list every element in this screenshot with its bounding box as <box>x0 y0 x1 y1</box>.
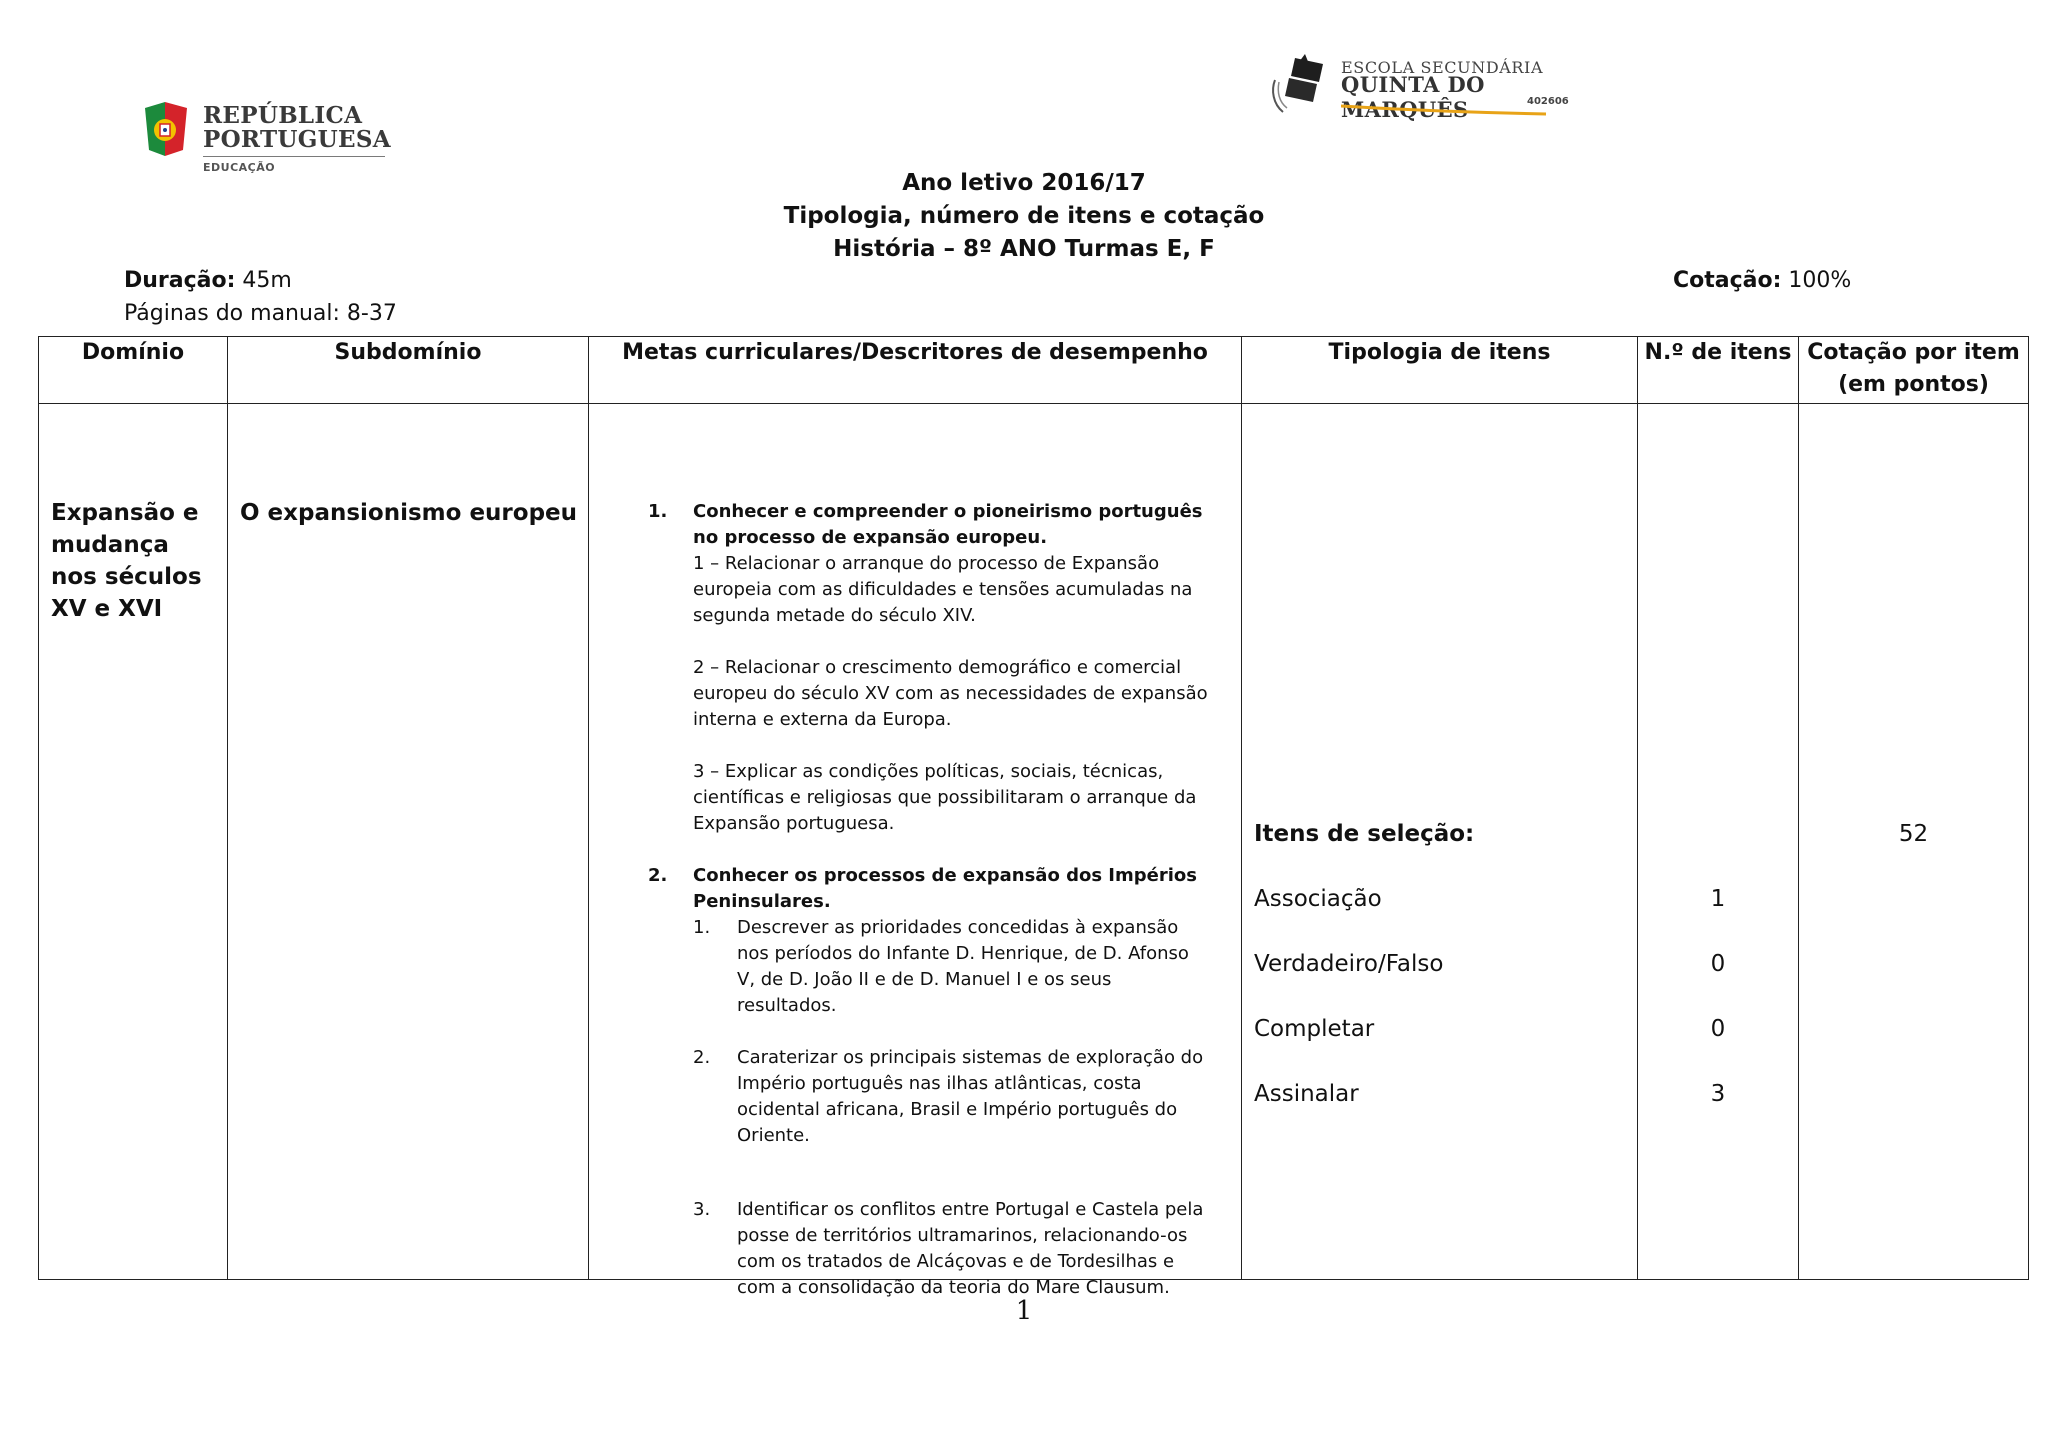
logo-text-republica: REPÚBLICA <box>203 102 363 129</box>
duration-label: Duração: <box>124 268 236 293</box>
logo-text-portuguesa: PORTUGUESA <box>203 126 391 153</box>
republica-portuguesa-logo <box>143 100 391 180</box>
cell-tipologia <box>1242 404 1638 1280</box>
cotacao-value: 52 <box>1898 821 1929 847</box>
n-itens-associacao: 1 <box>1710 886 1726 912</box>
goal-1-descriptor-3: 3 – Explicar as condições políticas, sociais, técnicas, científicas e religiosas que possibilitaram o arranque da Expansão portuguesa. <box>693 761 1197 834</box>
header-tipologia: Tipologia de itens <box>1242 337 1638 404</box>
logo-divider <box>203 156 385 157</box>
tipologia-heading: Itens de seleção: <box>1254 821 1475 847</box>
table-row <box>39 404 2029 1280</box>
cell-cotacao <box>1799 404 2029 1280</box>
document-title: Tipologia, número de itens e cotação <box>783 203 1265 229</box>
goal-2-descriptor-1 <box>693 915 1208 1019</box>
tipologia-associacao: Associação <box>1254 886 1382 912</box>
subdominio-text: O expansionismo europeu <box>240 500 578 526</box>
header-cotacao <box>1799 337 2029 404</box>
goal-1-number: 1. <box>648 501 668 522</box>
n-itens-assinalar: 3 <box>1710 1081 1726 1107</box>
total-score-value: 100% <box>1788 268 1852 293</box>
page-number: 1 <box>1015 1296 1033 1326</box>
duration-value: 45m <box>242 268 292 293</box>
cell-metas <box>589 404 1242 1298</box>
goal-2-descriptor-3 <box>693 1197 1208 1301</box>
goal-2-number: 2. <box>648 865 668 886</box>
goal-2-title: Conhecer os processos de expansão dos Impérios Peninsulares. <box>693 865 1197 912</box>
descriptor-text: Caraterizar os principais sistemas de exploração do Império português nas ilhas atlânticas, costa ocidental africana, Brasil e Império português do Oriente. <box>737 1047 1204 1146</box>
metas-list <box>648 499 1208 1327</box>
duration <box>124 268 292 293</box>
goal-2-descriptor-2 <box>693 1045 1208 1149</box>
goal-1-descriptor-1: 1 – Relacionar o arranque do processo de Expansão europeia com as dificuldades e tensões acumuladas na segunda metade do século XIV. <box>693 553 1193 626</box>
escola-logo-line2: QUINTA DO MARQUÊS <box>1341 72 1485 122</box>
escola-logo <box>1265 52 1585 122</box>
tipologia-verdadeiro-falso: Verdadeiro/Falso <box>1254 951 1444 977</box>
meta-goal-2 <box>648 863 1208 1301</box>
cell-dominio <box>39 404 228 1280</box>
descriptor-text: Identificar os conflitos entre Portugal e Castela pela posse de territórios ultramarinos, relacionando-os com os tratados de Alcáçovas e de Tordesilhas e com a consolidação da teoria do Mare Clausum. <box>737 1199 1204 1298</box>
tipologia-completar: Completar <box>1254 1016 1375 1042</box>
cell-n-itens <box>1638 404 1799 1280</box>
descriptor-number: 1. <box>693 917 711 938</box>
goal-1-title: Conhecer e compreender o pioneirismo português no processo de expansão europeu. <box>693 501 1203 548</box>
header-n-itens: N.º de itens <box>1638 337 1799 404</box>
escola-logo-swoosh-icon <box>1341 102 1551 116</box>
descriptor-number: 2. <box>693 1047 711 1068</box>
goal-1-descriptor-2: 2 – Relacionar o crescimento demográfico e comercial europeu do século XV com as necessidades de expansão interna e externa da Europa. <box>693 657 1208 730</box>
n-itens-verdadeiro-falso: 0 <box>1710 951 1726 977</box>
items-table <box>38 336 2029 1298</box>
n-itens-completar: 0 <box>1710 1016 1726 1042</box>
header-cotacao-line2: (em pontos) <box>1838 372 1989 397</box>
meta-goal-1 <box>648 499 1208 837</box>
header-dominio: Domínio <box>39 337 228 404</box>
republica-portuguesa-emblem-icon <box>143 100 189 160</box>
descriptor-number: 3. <box>693 1199 711 1220</box>
header-subdominio: Subdomínio <box>228 337 589 404</box>
table-header-row <box>39 337 2029 404</box>
goal-2-descriptors <box>693 915 1208 1301</box>
school-year-title: Ano letivo 2016/17 <box>902 170 1146 196</box>
manual-pages: Páginas do manual: 8-37 <box>124 301 397 326</box>
header-metas: Metas curriculares/Descritores de desempenho <box>589 337 1242 404</box>
total-score <box>1673 268 1851 293</box>
logo-text-educacao: EDUCAÇÃO <box>203 161 276 174</box>
escola-logo-code: 402606 <box>1527 96 1569 107</box>
dominio-text: Expansão e mudança nos séculos XV e XVI <box>51 500 202 622</box>
tipologia-assinalar: Assinalar <box>1254 1081 1359 1107</box>
escola-emblem-icon <box>1265 52 1337 118</box>
header-cotacao-line1: Cotação por item <box>1807 340 2020 365</box>
descriptor-text: Descrever as prioridades concedidas à expansão nos períodos do Infante D. Henrique, de D. Afonso V, de D. João II e de D. Manuel I e os seus resultados. <box>737 917 1189 1016</box>
escola-logo-line1: ESCOLA SECUNDÁRIA <box>1341 58 1544 77</box>
subject-title: História – 8º ANO Turmas E, F <box>833 236 1215 262</box>
cell-subdominio <box>228 404 589 1280</box>
total-score-label: Cotação: <box>1673 268 1782 293</box>
